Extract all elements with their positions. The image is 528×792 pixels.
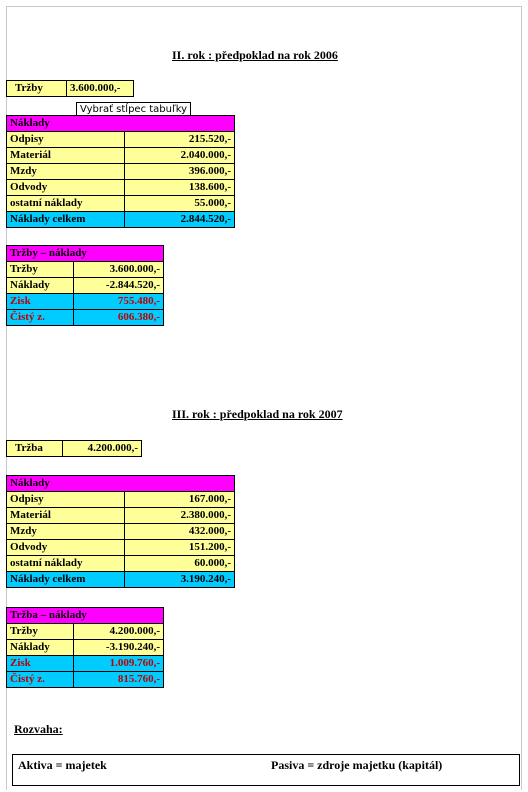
- costs-total-row[interactable]: Náklady celkem 3.190.240,-: [7, 572, 235, 588]
- revenue-table-2007[interactable]: [6, 440, 142, 457]
- revenue-table-2006[interactable]: [6, 80, 134, 97]
- result-header: Tržba – náklady: [7, 608, 164, 624]
- table-row[interactable]: ostatní náklady 55.000,-: [7, 196, 235, 212]
- heading-year-2006: II. rok : předpoklad na rok 2006: [172, 48, 338, 62]
- table-row[interactable]: Odpisy 167.000,-: [7, 492, 235, 508]
- table-row[interactable]: Náklady -3.190.240,-: [7, 640, 164, 656]
- table-row[interactable]: Mzdy 432.000,-: [7, 524, 235, 540]
- result-table-2006[interactable]: [6, 245, 164, 326]
- result-table-2007[interactable]: [6, 607, 164, 688]
- balance-table[interactable]: [12, 754, 520, 786]
- table-row[interactable]: Odpisy 215.520,-: [7, 132, 235, 148]
- tooltip: Vybrať stĺpec tabuľky: [76, 102, 191, 117]
- balance-heading: Rozvaha:: [14, 722, 63, 736]
- costs-table-2006[interactable]: [6, 115, 235, 228]
- table-row[interactable]: Odvody 151.200,-: [7, 540, 235, 556]
- table-row[interactable]: Odvody 138.600,-: [7, 180, 235, 196]
- net-profit-row[interactable]: Čistý z. 606.380,-: [7, 310, 164, 326]
- table-row[interactable]: Materiál 2.380.000,-: [7, 508, 235, 524]
- costs-header: Náklady: [7, 116, 235, 132]
- result-header: Tržby – náklady: [7, 246, 164, 262]
- revenue-label: Tržby: [7, 81, 67, 97]
- table-row[interactable]: Mzdy 396.000,-: [7, 164, 235, 180]
- profit-row[interactable]: Zisk 1.009.760,-: [7, 656, 164, 672]
- revenue-value: 4.200.000,-: [63, 441, 142, 457]
- table-row[interactable]: ostatní náklady 60.000,-: [7, 556, 235, 572]
- heading-year-2007: III. rok : předpoklad na rok 2007: [172, 407, 343, 421]
- revenue-label: Tržba: [7, 441, 63, 457]
- table-row[interactable]: Náklady -2.844.520,-: [7, 278, 164, 294]
- table-row[interactable]: Tržby 4.200.000,-: [7, 624, 164, 640]
- costs-total-row[interactable]: Náklady celkem 2.844.520,-: [7, 212, 235, 228]
- assets-label: Aktiva = majetek: [18, 758, 107, 772]
- net-profit-row[interactable]: Čistý z. 815.760,-: [7, 672, 164, 688]
- costs-table-2007[interactable]: [6, 475, 235, 588]
- table-row[interactable]: Tržby 3.600.000,-: [7, 262, 164, 278]
- profit-row[interactable]: Zisk 755.480,-: [7, 294, 164, 310]
- liabilities-label: Pasiva = zdroje majetku (kapitál): [271, 758, 443, 772]
- revenue-value: 3.600.000,-: [67, 81, 134, 97]
- table-row[interactable]: Materiál 2.040.000,-: [7, 148, 235, 164]
- costs-header: Náklady: [7, 476, 235, 492]
